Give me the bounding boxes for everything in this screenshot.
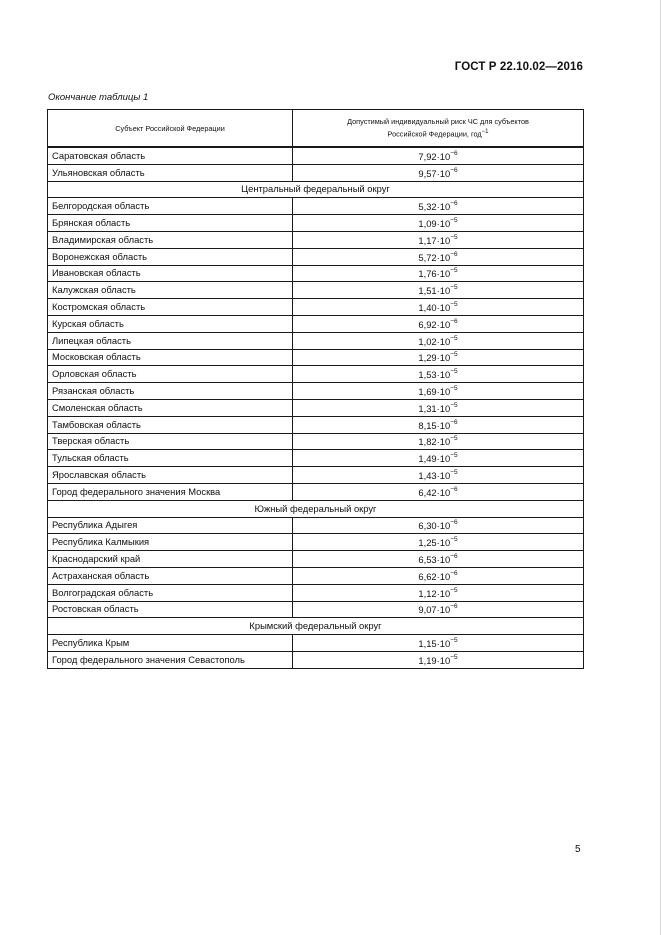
subject-name: Республика Адыгея xyxy=(48,517,293,534)
multiply-ten: ·10 xyxy=(436,570,451,582)
risk-value xyxy=(293,517,584,534)
table-row xyxy=(48,651,584,668)
risk-value xyxy=(293,215,584,232)
multiply-ten: ·10 xyxy=(436,520,451,532)
risk-exponent: −5 xyxy=(450,401,458,409)
risk-value xyxy=(293,450,584,467)
risk-mantissa: 1,09 xyxy=(418,218,437,230)
risk-exponent: −5 xyxy=(450,351,458,359)
risk-mantissa: 1,69 xyxy=(418,386,437,398)
table-row xyxy=(48,198,584,215)
table-row xyxy=(48,231,584,248)
multiply-ten: ·10 xyxy=(436,302,451,314)
table-body xyxy=(48,147,584,668)
risk-exponent: −5 xyxy=(450,468,458,476)
risk-value xyxy=(293,635,584,652)
multiply-ten: ·10 xyxy=(436,251,451,263)
multiply-ten: ·10 xyxy=(436,554,451,566)
subject-name: Республика Крым xyxy=(48,635,293,652)
subject-name: Костромская область xyxy=(48,299,293,316)
multiply-ten: ·10 xyxy=(436,318,451,330)
subject-name: Тульская область xyxy=(48,450,293,467)
risk-mantissa: 1,17 xyxy=(418,234,437,246)
risk-value xyxy=(293,265,584,282)
header-risk-exponent: −1 xyxy=(481,129,489,136)
multiply-ten: ·10 xyxy=(436,402,451,414)
risk-mantissa: 1,25 xyxy=(418,537,437,549)
subject-name: Ульяновская область xyxy=(48,164,293,181)
risk-exponent: −6 xyxy=(450,603,458,611)
table-row xyxy=(48,567,584,584)
risk-mantissa: 1,40 xyxy=(418,302,437,314)
table-header-row xyxy=(48,110,584,148)
risk-mantissa: 1,15 xyxy=(418,638,437,650)
risk-value xyxy=(293,332,584,349)
risk-mantissa: 1,51 xyxy=(418,285,437,297)
table-row xyxy=(48,248,584,265)
risk-value xyxy=(293,147,584,164)
subject-name: Ярославская область xyxy=(48,467,293,484)
multiply-ten: ·10 xyxy=(436,587,451,599)
risk-mantissa: 6,92 xyxy=(418,318,437,330)
table-row xyxy=(48,147,584,164)
multiply-ten: ·10 xyxy=(436,470,451,482)
risk-mantissa: 1,31 xyxy=(418,402,437,414)
table-row xyxy=(48,383,584,400)
subject-name: Калужская область xyxy=(48,282,293,299)
subject-name: Владимирская область xyxy=(48,231,293,248)
multiply-ten: ·10 xyxy=(436,352,451,364)
subject-name: Смоленская область xyxy=(48,399,293,416)
risk-exponent: −6 xyxy=(450,569,458,577)
header-risk xyxy=(293,110,584,148)
risk-mantissa: 8,15 xyxy=(418,419,437,431)
risk-exponent: −6 xyxy=(450,149,458,157)
multiply-ten: ·10 xyxy=(436,167,451,179)
header-subject: Субъект Российской Федерации xyxy=(48,110,293,148)
subject-name: Московская область xyxy=(48,349,293,366)
multiply-ten: ·10 xyxy=(436,234,451,246)
risk-exponent: −6 xyxy=(450,418,458,426)
table-row xyxy=(48,299,584,316)
risk-value xyxy=(293,315,584,332)
risk-value xyxy=(293,416,584,433)
risk-mantissa: 9,57 xyxy=(418,167,437,179)
table-row xyxy=(48,366,584,383)
risk-value xyxy=(293,534,584,551)
subject-name: Воронежская область xyxy=(48,248,293,265)
risk-exponent: −5 xyxy=(450,267,458,275)
risk-exponent: −6 xyxy=(450,519,458,527)
risk-value xyxy=(293,584,584,601)
subject-name: Рязанская область xyxy=(48,383,293,400)
subject-name: Белгородская область xyxy=(48,198,293,215)
table-row xyxy=(48,551,584,568)
risk-exponent: −5 xyxy=(450,284,458,292)
subject-name: Ростовская область xyxy=(48,601,293,618)
multiply-ten: ·10 xyxy=(436,654,451,666)
multiply-ten: ·10 xyxy=(436,638,451,650)
subject-name: Липецкая область xyxy=(48,332,293,349)
district-name: Южный федеральный округ xyxy=(48,500,584,517)
multiply-ten: ·10 xyxy=(436,150,451,162)
risk-mantissa: 6,53 xyxy=(418,554,437,566)
risk-exponent: −6 xyxy=(450,317,458,325)
risk-value xyxy=(293,231,584,248)
multiply-ten: ·10 xyxy=(436,486,451,498)
risk-exponent: −6 xyxy=(450,552,458,560)
table-row xyxy=(48,215,584,232)
table-caption: Окончание таблицы 1 xyxy=(48,92,149,103)
risk-mantissa: 6,62 xyxy=(418,570,437,582)
risk-exponent: −5 xyxy=(450,368,458,376)
multiply-ten: ·10 xyxy=(436,436,451,448)
table-row xyxy=(48,416,584,433)
district-row xyxy=(48,181,584,198)
multiply-ten: ·10 xyxy=(436,218,451,230)
risk-exponent: −5 xyxy=(450,233,458,241)
subject-name: Брянская область xyxy=(48,215,293,232)
risk-mantissa: 7,92 xyxy=(418,150,437,162)
risk-exponent: −5 xyxy=(450,452,458,460)
risk-value xyxy=(293,567,584,584)
multiply-ten: ·10 xyxy=(436,537,451,549)
table-row xyxy=(48,164,584,181)
risk-mantissa: 6,42 xyxy=(418,486,437,498)
risk-exponent: −6 xyxy=(450,250,458,258)
risk-value xyxy=(293,467,584,484)
standard-code: ГОСТ Р 22.10.02—2016 xyxy=(454,61,583,73)
risk-table xyxy=(47,109,584,669)
multiply-ten: ·10 xyxy=(436,335,451,347)
table-row xyxy=(48,483,584,500)
multiply-ten: ·10 xyxy=(436,201,451,213)
subject-name: Саратовская область xyxy=(48,147,293,164)
table-row xyxy=(48,517,584,534)
risk-mantissa: 1,19 xyxy=(418,654,437,666)
header-risk-line2: Российской Федерации, год xyxy=(387,129,482,139)
page-number: 5 xyxy=(575,844,581,855)
risk-value xyxy=(293,651,584,668)
risk-value xyxy=(293,248,584,265)
risk-value xyxy=(293,366,584,383)
risk-mantissa: 9,07 xyxy=(418,604,437,616)
risk-value xyxy=(293,601,584,618)
subject-name: Тамбовская область xyxy=(48,416,293,433)
subject-name: Город федерального значения Москва xyxy=(48,483,293,500)
risk-mantissa: 5,72 xyxy=(418,251,437,263)
risk-mantissa: 1,49 xyxy=(418,453,437,465)
table-row xyxy=(48,265,584,282)
subject-name: Республика Калмыкия xyxy=(48,534,293,551)
table-row xyxy=(48,399,584,416)
risk-exponent: −5 xyxy=(450,586,458,594)
risk-mantissa: 1,53 xyxy=(418,369,437,381)
risk-exponent: −5 xyxy=(450,653,458,661)
risk-value xyxy=(293,551,584,568)
table-row xyxy=(48,332,584,349)
table-row xyxy=(48,315,584,332)
risk-mantissa: 1,43 xyxy=(418,470,437,482)
risk-exponent: −6 xyxy=(450,166,458,174)
multiply-ten: ·10 xyxy=(436,386,451,398)
subject-name: Краснодарский край xyxy=(48,551,293,568)
header-risk-line1: Допустимый индивидуальный риск ЧС для субъектов xyxy=(347,117,529,127)
district-row xyxy=(48,500,584,517)
multiply-ten: ·10 xyxy=(436,604,451,616)
subject-name: Волгоградская область xyxy=(48,584,293,601)
risk-mantissa: 1,02 xyxy=(418,335,437,347)
risk-mantissa: 1,76 xyxy=(418,268,437,280)
subject-name: Ивановская область xyxy=(48,265,293,282)
subject-name: Орловская область xyxy=(48,366,293,383)
risk-exponent: −5 xyxy=(450,435,458,443)
table-row xyxy=(48,635,584,652)
subject-name: Курская область xyxy=(48,315,293,332)
district-name: Центральный федеральный округ xyxy=(48,181,584,198)
risk-mantissa: 5,32 xyxy=(418,201,437,213)
risk-exponent: −5 xyxy=(450,636,458,644)
risk-value xyxy=(293,164,584,181)
risk-exponent: −5 xyxy=(450,384,458,392)
risk-value xyxy=(293,299,584,316)
multiply-ten: ·10 xyxy=(436,268,451,280)
multiply-ten: ·10 xyxy=(436,285,451,297)
risk-value xyxy=(293,483,584,500)
district-name: Крымский федеральный округ xyxy=(48,618,584,635)
table-row xyxy=(48,467,584,484)
risk-exponent: −5 xyxy=(450,536,458,544)
table-row xyxy=(48,601,584,618)
risk-mantissa: 6,30 xyxy=(418,520,437,532)
multiply-ten: ·10 xyxy=(436,369,451,381)
district-row xyxy=(48,618,584,635)
table-row xyxy=(48,349,584,366)
risk-exponent: −5 xyxy=(450,217,458,225)
risk-value xyxy=(293,349,584,366)
risk-value xyxy=(293,198,584,215)
risk-mantissa: 1,12 xyxy=(418,587,437,599)
table-row xyxy=(48,450,584,467)
table-row xyxy=(48,433,584,450)
risk-exponent: −6 xyxy=(450,200,458,208)
risk-exponent: −5 xyxy=(450,334,458,342)
subject-name: Город федерального значения Севастополь xyxy=(48,651,293,668)
multiply-ten: ·10 xyxy=(436,419,451,431)
subject-name: Астраханская область xyxy=(48,567,293,584)
multiply-ten: ·10 xyxy=(436,453,451,465)
table-row xyxy=(48,584,584,601)
risk-exponent: −6 xyxy=(450,485,458,493)
table-row xyxy=(48,282,584,299)
risk-value xyxy=(293,383,584,400)
risk-mantissa: 1,82 xyxy=(418,436,437,448)
risk-exponent: −5 xyxy=(450,301,458,308)
risk-mantissa: 1,29 xyxy=(418,352,437,364)
risk-value xyxy=(293,282,584,299)
risk-value xyxy=(293,399,584,416)
subject-name: Тверская область xyxy=(48,433,293,450)
risk-value xyxy=(293,433,584,450)
table-row xyxy=(48,534,584,551)
